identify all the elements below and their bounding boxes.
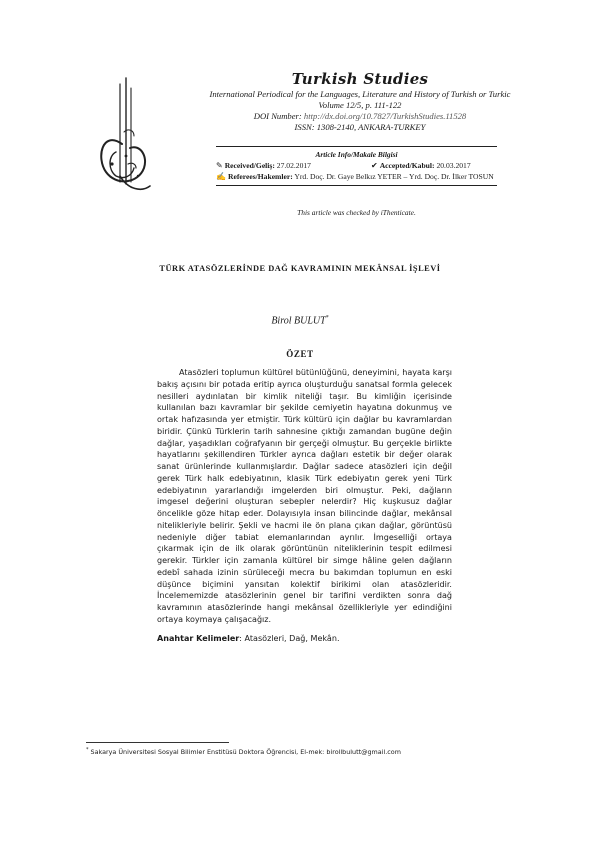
accepted-label: Accepted/Kabul: — [379, 161, 435, 170]
footnote-text: Sakarya Üniversitesi Sosyal Bilimler Enstitüsü Doktora Öğrencisi, El-mek: birollbulutt@gmail.com — [90, 748, 401, 757]
referees-row — [216, 172, 497, 183]
info-bottom-rule — [216, 185, 497, 186]
keywords-line — [157, 633, 452, 645]
abstract-body: Atasözleri toplumun kültürel bütünlüğünü, deneyimini, hayata karşı bakış açısını bir potada eritip ayrıca oluşturduğu sanatsal formla gelecek nesilleri aydınlatan bir kimlik niteliği taşır. Bu kimliğin içerisinde kullanılan bazı kavramlar bir şekilde cemiyetin hayatına dokunmuş ve ortak hafızasında yer etmiştir. Türk kültürü için dağlar bu kavramlardan biridir. Çünkü Türklerin tarih sahnesine çıktığı zamandan bugüne değin dağlar, yaşadıkları coğrafyanın bir gerçeği olmuştur. Bu gerçekle birlikte hayatlarını şekillendiren Türkler ayrıca dağları estetik bir değer olarak sanat ürünlerinde kullanmışlardır. Dağlar sadece atasözleri için değil gerek Türk halk edebiyatının, klasik Türk edebiyatın gerek yeni Türk edebiyatının yararlandığı imgelerden biri olmuştur. Peki, dağların imgesel değerini oluşturan sebepler nelerdir? Hiç kuşkusuz dağlar öncelikle göze hitap eder. Dolayısıyla insan bilincinde dağlar, mekânsal nitelikleriyle belirir. Şekli ve hacmi ile ön plana çıkan dağlar, görüntüsü nedeniyle diğer tabiat elemanlarından ayrılır. İmgeselliği ortaya çıkarmak için de ilk olarak görüntünün niteliklerinin tespit edilmesi gerekir. Türkler için zamanla kültürel bir simge hâline gelen dağların edebî sahada izinin sürüleceği mecra bu bakımdan toplumun en eski düşünce biçimini yansıtan kolektif birikimi olan atasözleridir. İncelememizde atasözlerinin genel bir tarifini verdikten sonra dağ kavramının atasözlerinde hangi mekânsal özellikleriyle yer edindiğini ortaya koymaya çalışacağız. — [157, 368, 452, 624]
author-footnote-mark: * — [325, 315, 329, 321]
article-info-title: Article Info/Makale Bilgisi — [315, 150, 398, 159]
issn-line: ISSN: 1308-2140, ANKARA-TURKEY — [294, 122, 426, 132]
received-date: 27.02.2017 — [276, 161, 311, 170]
tughra-seal-icon — [98, 72, 154, 202]
handshake-icon: ✍ — [216, 171, 226, 181]
footnote — [86, 746, 526, 757]
info-top-rule — [216, 146, 497, 147]
pencil-icon: ✎ — [216, 161, 223, 170]
accepted-date: 20.03.2017 — [436, 161, 471, 170]
journal-subtitle: International Periodical for the Languages, Literature and History of Turkish or Turkic — [209, 89, 511, 99]
journal-volume: Volume 12/5, p. 111-122 — [318, 100, 402, 110]
doi-line — [200, 111, 520, 122]
author-name: Birol BULUT — [271, 315, 326, 327]
footnote-mark: * — [86, 747, 89, 753]
author-line — [200, 312, 400, 327]
checkmark-icon: ✔ — [371, 161, 378, 170]
doi-label: DOI Number: — [253, 111, 302, 121]
footnote-rule — [86, 742, 229, 743]
referees-label: Referees/Hakemler: — [227, 171, 293, 181]
article-title: TÜRK ATASÖZLERİNDE DAĞ KAVRAMININ MEKÂNSAL İŞLEVİ — [159, 264, 441, 273]
referees-names: Yrd. Doç. Dr. Gaye Belkız YETER – Yrd. Doç. Dr. İlker TOSUN — [294, 171, 494, 181]
article-info-box — [216, 146, 497, 186]
journal-logo — [98, 72, 154, 202]
journal-header — [200, 70, 520, 133]
ithenticate-note: This article was checked by iThenticate. — [297, 208, 416, 217]
journal-name: Turkish Studies — [291, 70, 429, 88]
received-label: Received/Geliş: — [224, 161, 275, 170]
abstract-heading: ÖZET — [286, 349, 314, 359]
keywords-label: Anahtar Kelimeler — [157, 634, 240, 643]
dates-row — [216, 161, 497, 172]
keywords-list: : Atasözleri, Dağ, Mekân. — [239, 634, 340, 643]
doi-link[interactable]: http://dx.doi.org/10.7827/TurkishStudies.11528 — [303, 111, 467, 121]
accepted-group — [371, 161, 471, 172]
